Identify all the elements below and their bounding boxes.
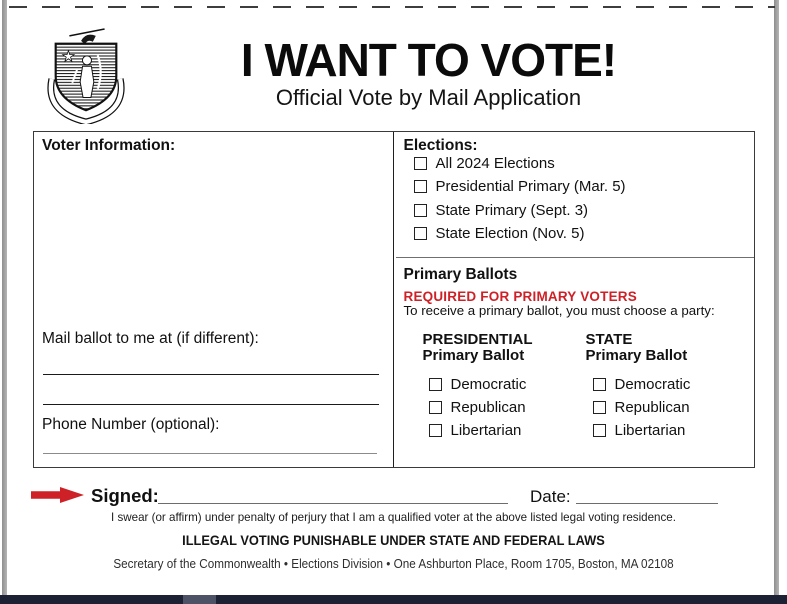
- state-primary-header: STATE Primary Ballot: [585, 331, 688, 364]
- voter-information-heading: Voter Information:: [42, 137, 176, 154]
- checkbox-state-election[interactable]: [414, 227, 427, 240]
- party-label: Libertarian: [614, 422, 686, 439]
- date-line[interactable]: [576, 503, 718, 504]
- signature-line[interactable]: [158, 503, 508, 504]
- primary-ballots-section: [396, 258, 755, 467]
- signed-label: Signed:: [91, 485, 159, 506]
- secretary-address-line: Secretary of the Commonwealth • Elections Division • One Ashburton Place, Room 1705, Boston, MA 02108: [113, 557, 674, 571]
- party-label: Libertarian: [450, 422, 522, 439]
- party-label: Democratic: [450, 376, 527, 393]
- election-option-label: State Primary (Sept. 3): [435, 202, 589, 219]
- page-left-edge: [2, 0, 7, 595]
- red-right-arrow-icon: [31, 487, 84, 503]
- page-subtitle: Official Vote by Mail Application: [275, 85, 582, 110]
- illegal-voting-warning: ILLEGAL VOTING PUNISHABLE UNDER STATE AND FEDERAL LAWS: [182, 533, 605, 548]
- date-label: Date:: [530, 487, 571, 506]
- checkbox-state-primary[interactable]: [414, 204, 427, 217]
- page-title: I WANT TO VOTE!: [240, 34, 617, 86]
- checkbox-all-2024-elections[interactable]: [414, 157, 427, 170]
- elections-heading: Elections:: [403, 137, 478, 154]
- horizontal-scrollbar-track[interactable]: [0, 595, 787, 604]
- presidential-primary-header: PRESIDENTIAL Primary Ballot: [422, 331, 533, 364]
- phone-number-label: Phone Number (optional):: [42, 416, 220, 433]
- party-label: Democratic: [614, 376, 691, 393]
- horizontal-scrollbar-thumb[interactable]: [183, 595, 216, 604]
- choose-party-instruction: To receive a primary ballot, you must choose a party:: [403, 303, 715, 318]
- election-option-label: Presidential Primary (Mar. 5): [435, 178, 626, 195]
- checkbox-presidential-democratic[interactable]: [429, 378, 442, 391]
- checkbox-presidential-republican[interactable]: [429, 401, 442, 414]
- page-right-edge: [774, 0, 779, 595]
- mail-ballot-label: Mail ballot to me at (if different):: [42, 330, 259, 347]
- application-form-box: [33, 131, 755, 468]
- perjury-oath-text: I swear (or affirm) under penalty of perjury that I am a qualified voter at the above listed legal voting residence.: [111, 511, 676, 524]
- perforation-dashed-line: [9, 6, 775, 8]
- party-label: Republican: [450, 399, 526, 416]
- checkbox-presidential-libertarian[interactable]: [429, 424, 442, 437]
- elections-column: [396, 132, 755, 467]
- mail-ballot-line-2[interactable]: [43, 404, 379, 405]
- massachusetts-state-seal-icon: [42, 26, 130, 124]
- voter-information-section: [34, 132, 394, 467]
- checkbox-state-libertarian[interactable]: [593, 424, 606, 437]
- elections-section: [396, 132, 755, 258]
- checkbox-presidential-primary[interactable]: [414, 180, 427, 193]
- party-label: Republican: [614, 399, 690, 416]
- checkbox-state-democratic[interactable]: [593, 378, 606, 391]
- mail-ballot-line-1[interactable]: [43, 374, 379, 375]
- primary-ballots-heading: Primary Ballots: [403, 266, 518, 283]
- checkbox-state-republican[interactable]: [593, 401, 606, 414]
- required-primary-voters-note: REQUIRED FOR PRIMARY VOTERS: [403, 289, 637, 304]
- phone-number-line[interactable]: [43, 453, 377, 454]
- election-option-label: All 2024 Elections: [435, 155, 555, 172]
- election-option-label: State Election (Nov. 5): [435, 225, 585, 242]
